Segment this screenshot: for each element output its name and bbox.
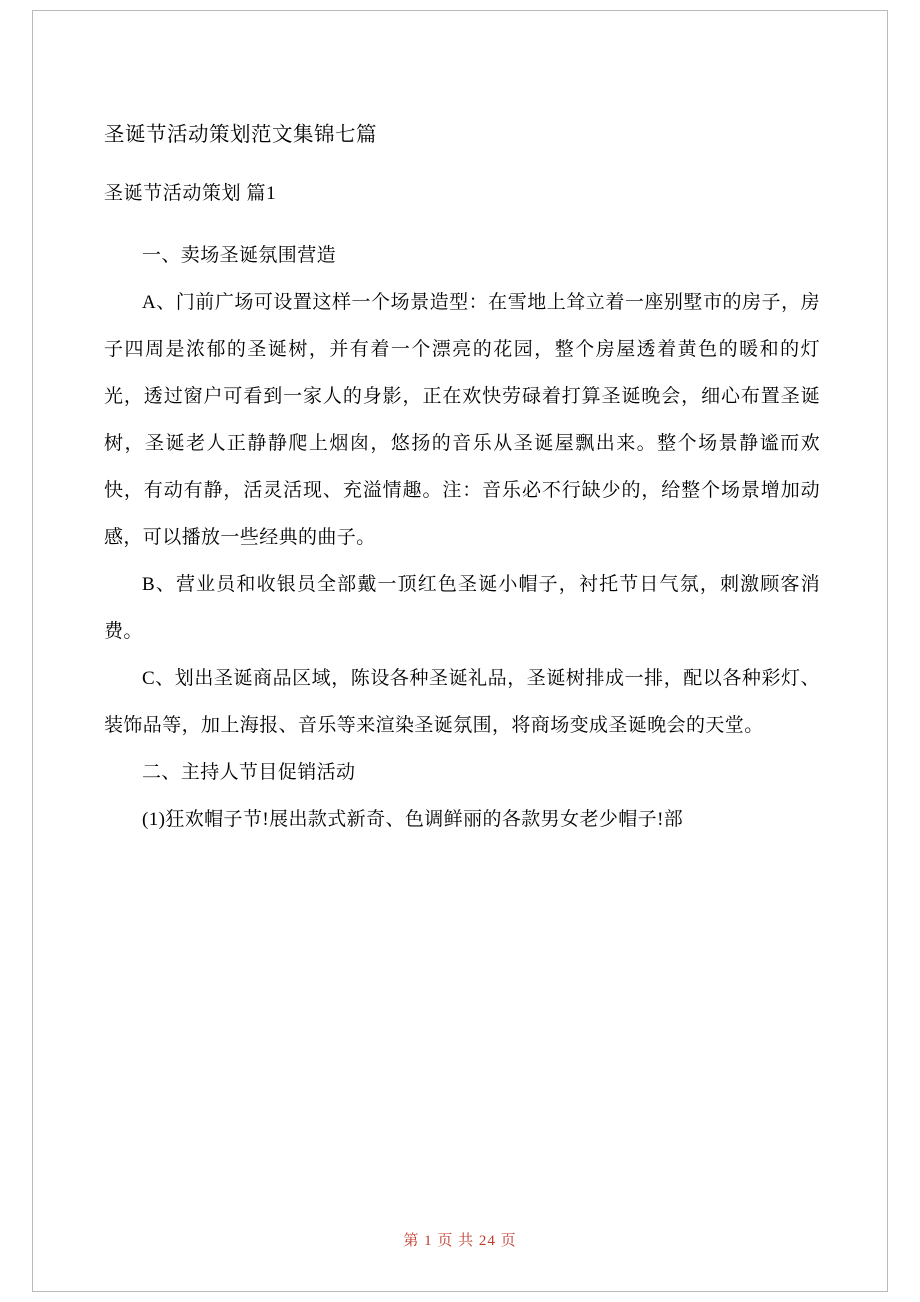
document-content xyxy=(104,118,820,843)
footer-page-indicator: 第 1 页 共 24 页 xyxy=(403,1233,517,1249)
section-subtitle: 圣诞节活动策划 篇1 xyxy=(104,183,277,204)
paragraph-2: A、门前广场可设置这样一个场景造型：在雪地上耸立着一座别墅市的房子，房子四周是浓郁的圣诞树，并有着一个漂亮的花园，整个房屋透着黄色的暖和的灯光，透过窗户可看到一家人的身影，正在欢快劳碌着打算圣诞晚会，细心布置圣诞树，圣诞老人正静静爬上烟囱，悠扬的音乐从圣诞屋飘出来。整个场景静谧而欢快，有动有静，活灵活现、充溢情趣。注：音乐必不行缺少的，给整个场景增加动感，可以播放一些经典的曲子。 xyxy=(104,292,820,548)
page-title: 圣诞节活动策划范文集锦七篇 xyxy=(104,124,377,146)
page-footer xyxy=(0,1229,920,1250)
paragraph-3: B、营业员和收银员全部戴一顶红色圣诞小帽子，衬托节日气氛，刺激顾客消费。 xyxy=(104,574,820,642)
paragraph-1: 一、卖场圣诞氛围营造 xyxy=(142,245,337,266)
paragraph-4: C、划出圣诞商品区域，陈设各种圣诞礼品，圣诞树排成一排，配以各种彩灯、装饰品等，加上海报、音乐等来渲染圣诞氛围，将商场变成圣诞晚会的天堂。 xyxy=(104,668,820,736)
paragraph-6: (1)狂欢帽子节!展出款式新奇、色调鲜丽的各款男女老少帽子!部 xyxy=(142,809,684,830)
paragraph-5: 二、主持人节目促销活动 xyxy=(142,762,356,783)
